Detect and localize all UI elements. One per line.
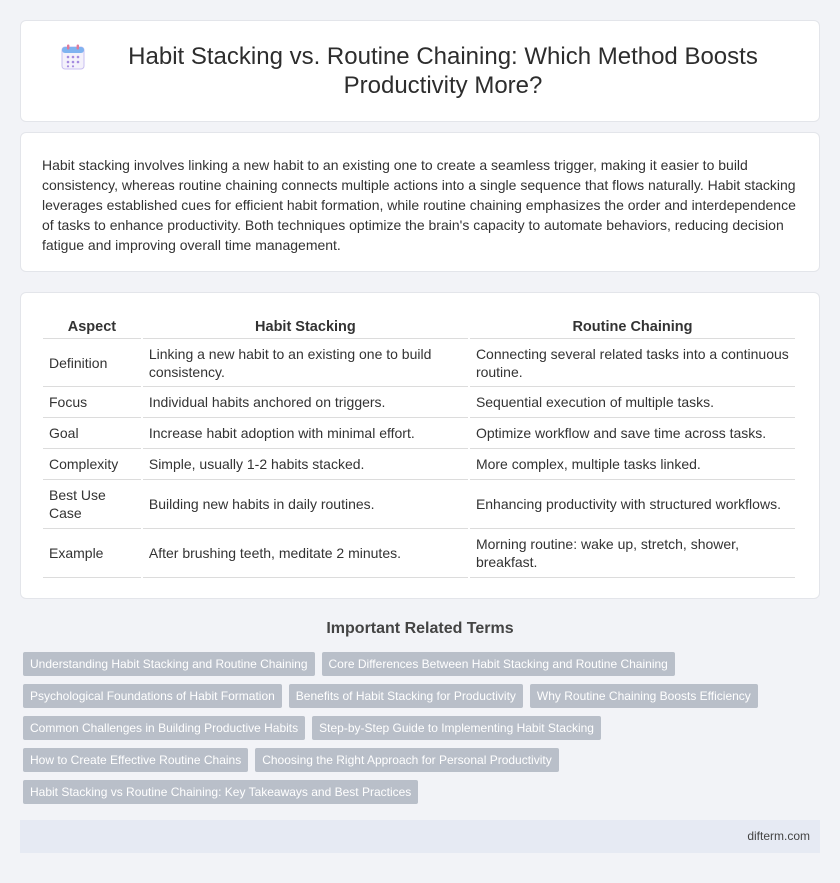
related-terms-title: Important Related Terms: [326, 620, 514, 637]
intro-card: [20, 132, 820, 272]
footer-site-link[interactable]: difterm.com: [747, 829, 810, 843]
related-term-tag[interactable]: Benefits of Habit Stacking for Productivity: [289, 684, 523, 708]
routine-cell: More complex, multiple tasks linked.: [470, 449, 795, 480]
related-term-tag[interactable]: Core Differences Between Habit Stacking and Routine Chaining: [322, 652, 675, 676]
comparison-table: [41, 313, 797, 578]
routine-cell: Morning routine: wake up, stretch, shower, breakfast.: [470, 529, 795, 578]
aspect-cell: Definition: [43, 339, 141, 387]
intro-paragraph: Habit stacking involves linking a new habit to an existing one to create a seamless trigger, making it easier to build consistency, whereas routine chaining connects multiple actions into a single sequence that flows naturally. Habit stacking leverages established cues for efficient habit formation, while routine chaining emphasizes the order and interdependence of tasks to enhance productivity. Both techniques optimize the brain's capacity to automate behaviors, reducing decision fatigue and improving overall time management.: [42, 157, 796, 253]
routine-cell: Optimize workflow and save time across tasks.: [470, 418, 795, 449]
table-row: [43, 339, 795, 387]
aspect-cell: Best Use Case: [43, 480, 141, 529]
table-row: [43, 387, 795, 418]
related-term-tag[interactable]: Psychological Foundations of Habit Formation: [23, 684, 282, 708]
habit-cell: After brushing teeth, meditate 2 minutes.: [143, 529, 468, 578]
page-title: Habit Stacking vs. Routine Chaining: Which Method Boosts Productivity More?: [128, 43, 758, 99]
routine-cell: Sequential execution of multiple tasks.: [470, 387, 795, 418]
related-term-tag[interactable]: Habit Stacking vs Routine Chaining: Key Takeaways and Best Practices: [23, 780, 418, 804]
header-habit-stacking: Habit Stacking: [143, 313, 468, 339]
table-row: [43, 529, 795, 578]
header-aspect: Aspect: [43, 313, 141, 339]
aspect-cell: Complexity: [43, 449, 141, 480]
related-term-tag[interactable]: Why Routine Chaining Boosts Efficiency: [530, 684, 758, 708]
related-term-tag[interactable]: Step-by-Step Guide to Implementing Habit Stacking: [312, 716, 601, 740]
related-term-tag[interactable]: Understanding Habit Stacking and Routine Chaining: [23, 652, 315, 676]
calendar-icon: [61, 44, 85, 70]
related-term-tag[interactable]: Common Challenges in Building Productive Habits: [23, 716, 305, 740]
related-terms-list: [23, 652, 823, 812]
aspect-cell: Example: [43, 529, 141, 578]
routine-cell: Connecting several related tasks into a continuous routine.: [470, 339, 795, 387]
related-term-tag[interactable]: Choosing the Right Approach for Personal Productivity: [255, 748, 559, 772]
table-row: [43, 418, 795, 449]
aspect-cell: Focus: [43, 387, 141, 418]
footer: [20, 820, 820, 853]
habit-cell: Linking a new habit to an existing one to build consistency.: [143, 339, 468, 387]
table-row: [43, 449, 795, 480]
routine-cell: Enhancing productivity with structured workflows.: [470, 480, 795, 529]
table-row: [43, 480, 795, 529]
table-header-row: [43, 313, 795, 339]
habit-cell: Individual habits anchored on triggers.: [143, 387, 468, 418]
comparison-card: [20, 292, 820, 599]
title-card: [20, 20, 820, 122]
habit-cell: Simple, usually 1-2 habits stacked.: [143, 449, 468, 480]
related-term-tag[interactable]: How to Create Effective Routine Chains: [23, 748, 248, 772]
habit-cell: Increase habit adoption with minimal effort.: [143, 418, 468, 449]
aspect-cell: Goal: [43, 418, 141, 449]
habit-cell: Building new habits in daily routines.: [143, 480, 468, 529]
header-routine-chaining: Routine Chaining: [470, 313, 795, 339]
